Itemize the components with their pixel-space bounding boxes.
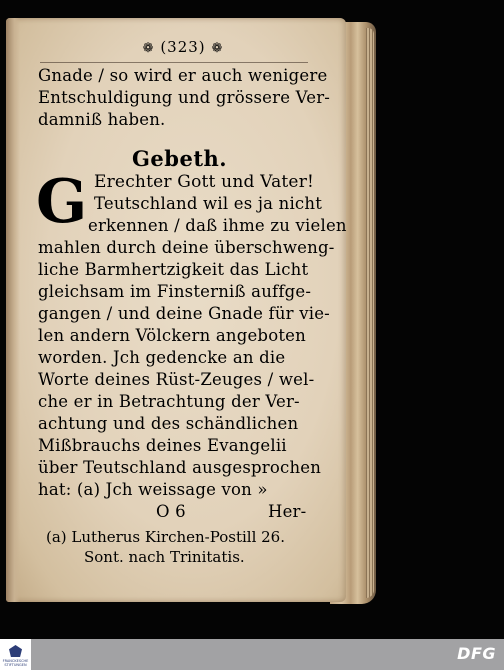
logo-emblem-icon [9, 645, 22, 657]
logo-text: FRANCKESCHE STIFTUNGEN [2, 659, 29, 667]
text-line: gangen / und deine Gnade für vie- [38, 304, 330, 323]
text-line: Entschuldigung und grössere Ver- [38, 88, 331, 107]
text-line: Mißbrauchs deines Evangelii [38, 436, 287, 455]
institution-logo[interactable] [0, 639, 31, 670]
text-line: damniß haben. [38, 110, 166, 129]
footnote-line: Sont. nach Trinitatis. [84, 548, 245, 566]
page-number: (323) [160, 38, 206, 56]
text-line: Teutschland wil es ja nicht [94, 194, 323, 213]
text-line: worden. Jch gedencke an die [38, 348, 286, 367]
text-line: liche Barmhertzigkeit das Licht [38, 260, 309, 279]
text-line: Gnade / so wird er auch wenigere [38, 66, 328, 85]
text-line: che er in Betrachtung der Ver- [38, 392, 300, 411]
text-line: hat: (a) Jch weissage von » [38, 480, 268, 499]
signature-mark: O 6 [156, 502, 186, 521]
ornament-right-icon: ❁ [211, 41, 224, 56]
text-line: über Teutschland ausgesprochen [38, 458, 322, 477]
text-line: Erechter Gott und Vater! [94, 172, 315, 192]
page-header [78, 38, 288, 56]
text-line: erkennen / daß ihme zu vielen [88, 216, 347, 235]
footnote-line: (a) Lutherus Kirchen-Postill 26. [46, 528, 285, 546]
text-line: len andern Völckern angeboten [38, 326, 306, 345]
text-line: achtung und des schändlichen [38, 414, 299, 433]
prayer-heading: Gebeth. [132, 146, 228, 171]
header-rule [40, 62, 308, 63]
viewer-footer-bar [0, 639, 504, 670]
text-line: mahlen durch deine überschweng- [38, 238, 335, 257]
text-line: gleichsam im Finsterniß auffge- [38, 282, 312, 301]
text-line: Worte deines Rüst-Zeuges / wel- [38, 370, 315, 389]
ornament-left-icon: ❁ [142, 41, 155, 56]
catchword: Her- [268, 502, 307, 521]
dfg-logo[interactable]: DFG [457, 644, 496, 663]
book-page [6, 18, 346, 602]
page-gutter [6, 18, 20, 602]
drop-cap: G [36, 167, 88, 237]
